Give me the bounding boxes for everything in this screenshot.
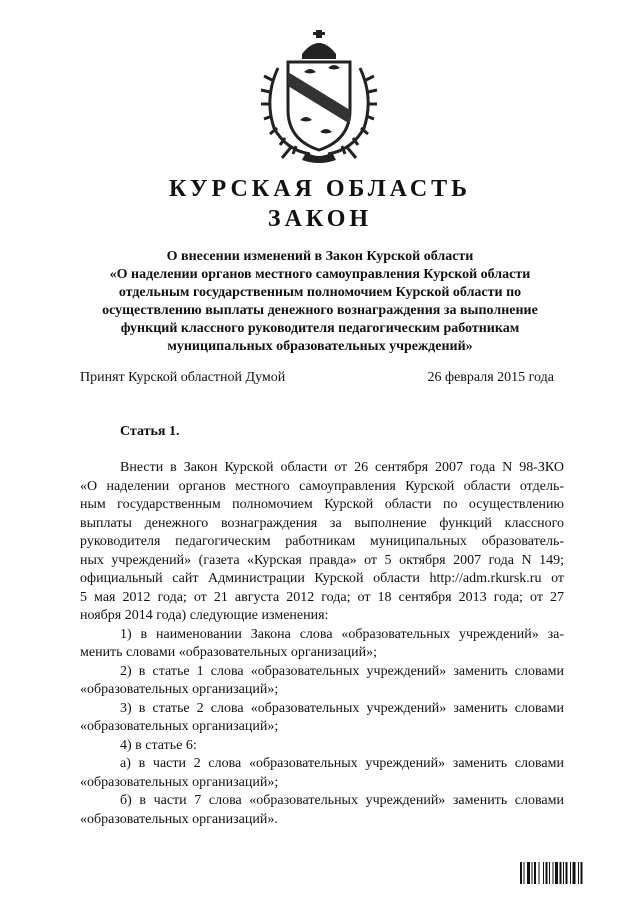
body-line: 4) в статье 6: — [120, 737, 197, 753]
body-line: «образовательных организаций»; — [80, 682, 279, 697]
body-line: «образовательных организаций». — [80, 811, 278, 827]
kursk-coat-of-arms-icon — [258, 28, 380, 164]
body-line: 2) в статье 1 слова «образовательных учреждений» заменить словами — [120, 663, 564, 679]
body-line: ным государственным полномочием Курской области по осуществлению — [80, 497, 564, 512]
body-line: ных учреждений» (газета «Курская правда» от 5 октября 2007 года N 149; — [80, 552, 564, 568]
subject-line: отдельным государственным полномочием Курской области по — [118, 285, 522, 300]
body-line: а) в части 2 слова «образовательных учреждений» заменить словами — [120, 756, 564, 771]
body-line: руководителя педагогическим работникам муниципальных образователь- — [80, 534, 564, 549]
law-subject — [60, 248, 580, 356]
body-line: «О наделении органов местного самоуправления Курской области отдель- — [80, 478, 564, 494]
article-body — [80, 459, 564, 829]
document-type-title: ЗАКОН — [267, 206, 373, 232]
subject-line: муниципальных образовательных учреждений» — [167, 339, 473, 354]
body-line: 5 мая 2012 года; от 21 августа 2012 года; от 18 сентября 2013 года; от 27 — [80, 589, 564, 605]
body-line: 1) в наименовании Закона слова «образовательных учреждений» за- — [120, 626, 564, 642]
subject-line: функций классного руководителя педагогическим работникам — [120, 321, 520, 336]
body-line: б) в части 7 слова «образовательных учреждений» заменить словами — [120, 793, 564, 808]
subject-line: осуществлению выплаты денежного вознаграждения за выполнение — [102, 303, 538, 318]
adoption-line — [80, 370, 554, 386]
body-line: выплаты денежного вознаграждения за выполнение функций классного — [80, 515, 564, 531]
subject-line: О внесении изменений в Закон Курской области — [166, 249, 474, 264]
barcode-icon — [520, 862, 610, 884]
body-line: менить словами «образовательных организаций»; — [80, 645, 377, 660]
adopted-by: Принят Курской областной Думой — [80, 370, 286, 385]
adoption-date: 26 февраля 2015 года — [427, 370, 554, 385]
body-line: «образовательных организаций»; — [80, 719, 279, 734]
article-title: Статья 1. — [120, 424, 180, 439]
body-line: 3) в статье 2 слова «образовательных учреждений» заменить словами — [120, 700, 564, 716]
body-line: официальный сайт Администрации Курской области http://adm.rkursk.ru от — [80, 571, 564, 586]
body-line: ноября 2014 года) следующие изменения: — [80, 608, 329, 623]
subject-line: «О наделении органов местного самоуправления Курской области — [109, 267, 531, 282]
region-title: КУРСКАЯ ОБЛАСТЬ — [168, 176, 472, 202]
body-line: Внести в Закон Курской области от 26 сентября 2007 года N 98-ЗКО — [120, 460, 564, 475]
body-line: «образовательных организаций»; — [80, 774, 279, 790]
